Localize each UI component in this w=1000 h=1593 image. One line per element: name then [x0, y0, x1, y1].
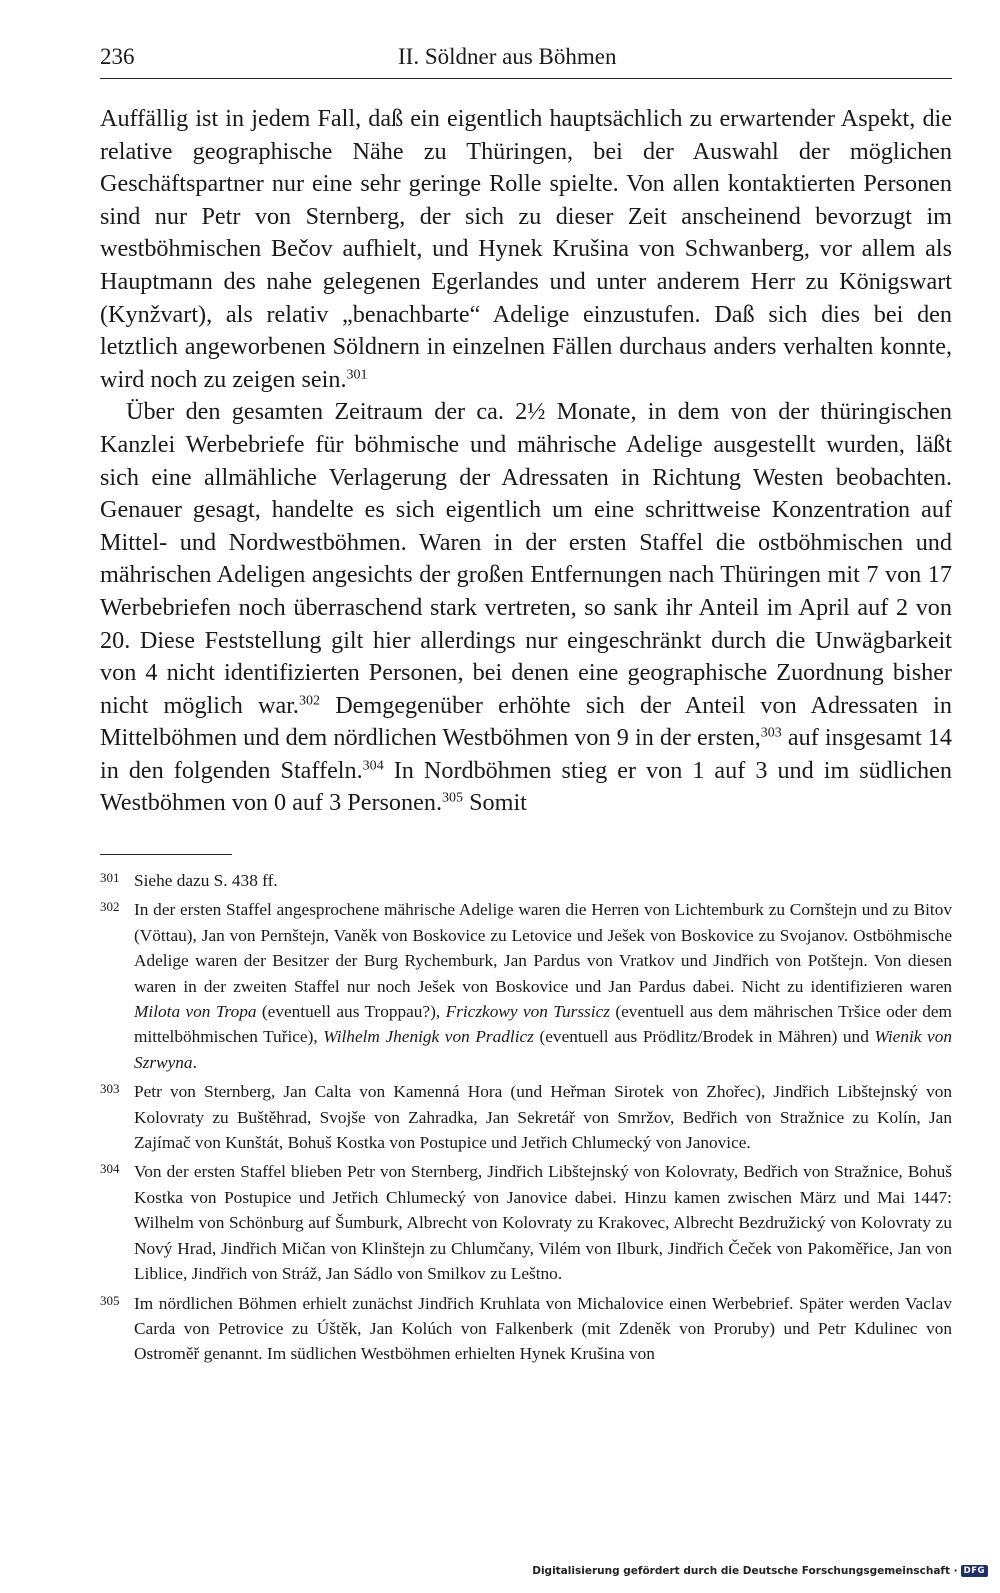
footnote-305	[100, 1291, 952, 1367]
credit-text: Digitalisierung gefördert durch die Deutsche Forschungsgemeinschaft ·	[532, 1565, 958, 1577]
footnote-ref-302[interactable]: 302	[298, 692, 321, 708]
paragraph-2-text-b: Demgegenüber erhöhte sich der Anteil von Adressaten in Mittelböhmen und dem nördlichen Westböhmen von 9 in der ersten,	[100, 691, 952, 752]
page-number: 236	[100, 44, 135, 69]
footnote-number: 302	[100, 899, 120, 915]
paragraph-2-text-c: auf insgesamt 14 in den folgenden Staffeln.	[100, 724, 952, 784]
footnote-text: (eventuell aus dem mährischen Tršice oder dem mittelböhmischen Tuřice),	[134, 1002, 953, 1047]
paragraph-2-text-d: In Nordböhmen stieg er von 1 auf 3 und im südlichen Westböhmen von 0 auf 3 Personen.	[100, 756, 952, 817]
paragraph-2	[100, 396, 952, 820]
footnote-302	[100, 897, 952, 1075]
paragraph-1	[100, 103, 952, 396]
footnote-ref-303[interactable]: 303	[760, 724, 782, 741]
footnote-divider	[100, 854, 232, 855]
footnote-number: 305	[100, 1292, 120, 1308]
footnote-text: Von der ersten Staffel blieben Petr von Sternberg, Jindřich Libštejnský von Kolovraty, Bedřich von Stražnice, Bohuš Kostka von Postupice und Jetřich Chlumecký von Janovice dabei. Hinzu kamen zwischen März und Mai 1447: Wilhelm von Schönburg auf Šumburk, Albrecht von Kolovraty zu Krakovec, Albrecht Bezdružický von Kolovraty zu Nový Hrad, Jindřich Mičan von Klinštejn zu Chlumčany, Vilém von Ilburk, Jindřich Čeček von Pakoměřice, Jan von Liblice, Jindřich von Stráž, Jan Sádlo von Smilkov zu Leštno.	[134, 1162, 952, 1284]
footnote-text: Im nördlichen Böhmen erhielt zunächst Jindřich Kruhlata von Michalovice einen Werbebrief. Später werden Vaclav Carda von Petrovice zu Úštěk, Jan Kolúch von Falkenberk (mit Zdeněk von Proruby) und Petr Kdulinec von Ostroměř genannt. Im südlichen Westböhmen erhielten Hynek Krušina von	[134, 1293, 952, 1364]
footnote-303	[100, 1079, 952, 1155]
main-text	[100, 103, 952, 820]
running-header	[100, 44, 952, 79]
footnote-name-italic: Milota von Tropa	[134, 1002, 257, 1022]
footnote-301	[100, 868, 952, 893]
footnote-text: (eventuell aus Prödlitz/Brodek in Mähren) und	[533, 1027, 875, 1047]
paragraph-2-text-a: Über den gesamten Zeitraum der ca. 2½ Monate, in dem von der thüringischen Kanzlei Werbebriefe für böhmische und mährische Adelige ausgestellt wurden, läßt sich eine allmähliche Verlagerung der Adressaten in Richtung Westen beobachten. Genauer gesagt, handelte es sich eigentlich um eine schrittweise Konzentration auf Mittel- und Nordwestböhmen. Waren in der ersten Staffel die ostböhmischen und mährischen Adeligen angesichts der großen Entfernungen nach Thüringen mit 7 von 17 Werbebriefen noch überraschend stark vertreten, so sank ihr Anteil im April auf 2 von 20. Diese Feststellung gilt hier allerdings nur eingeschränkt durch die Unwägbarkeit von 4 nicht identifizierten Personen, bei denen eine geographische Zuordnung bisher nicht möglich war.	[100, 398, 952, 719]
footnote-text: .	[192, 1052, 197, 1072]
running-title: II. Söldner aus Böhmen	[398, 44, 617, 69]
footnote-text: Siehe dazu S. 438 ff.	[134, 871, 278, 890]
paragraph-1-text: Auffällig ist in jedem Fall, daß ein eigentlich hauptsächlich zu erwartender Aspekt, die relative geographische Nähe zu Thüringen, bei der Auswahl der möglichen Geschäftspartner nur eine sehr geringe Rolle spielte. Von allen kontaktierten Personen sind nur Petr von Sternberg, der sich zu dieser Zeit anscheinend bevorzugt im westböhmischen Bečov aufhielt, und Hynek Krušina von Schwanberg, vor allem als Hauptmann des nahe gelegenen Egerlandes und unter anderem Herr zu Königswart (Kynžvart), als relativ „benachbarte“ Adelige einzustufen. Daß sich dies bei den letztlich angeworbenen Söldnern in einzelnen Fällen durchaus anders verhalten konnte, wird noch zu zeigen sein.	[100, 105, 952, 393]
footnote-ref-305[interactable]: 305	[442, 789, 464, 806]
footnote-name-italic: Wienik von Szrwyna	[134, 1027, 953, 1072]
footnote-ref-301[interactable]: 301	[346, 366, 368, 383]
footnote-text: Petr von Sternberg, Jan Calta von Kamenná Hora (und Heřman Sirotek von Zhořec), Jindřich Libštejnský von Kolovraty zu Buštěhrad, Svojše von Zahradka, Jan Sekretář von Smržov, Bedřich von Stražnice zu Kolín, Jan Zajímač von Kunštát, Bohuš Kostka von Postupice und Jetřich Chlumecký von Janovice.	[134, 1082, 952, 1153]
footnote-ref-304[interactable]: 304	[362, 757, 384, 774]
footnote-number: 304	[100, 1161, 120, 1177]
footnote-304	[100, 1159, 952, 1286]
footnote-number: 303	[100, 1081, 120, 1097]
footnote-text: In der ersten Staffel angesprochene mährische Adelige waren die Herren von Lichtemburk zu Cornštejn und zu Bitov (Vöttau), Jan von Pernštejn, Vaněk von Boskovice zu Letovice und Ješek von Boskovice zu Svojanov. Ostböhmische Adelige waren der Besitzer der Burg Rychemburk, Jan Pardus von Vratkov und Jindřich von Potštejn. Von diesen waren in der zweiten Staffel nur noch Ješek von Boskovice und Jan Pardus dabei. Nicht zu identifizieren waren	[134, 900, 952, 996]
digitization-credit	[532, 1565, 988, 1577]
paragraph-2-text-e: Somit	[463, 789, 527, 817]
footnote-text: (eventuell aus Troppau?),	[256, 1002, 446, 1022]
footnote-name-italic: Wilhelm Jhenigk von Pradlicz	[323, 1027, 534, 1047]
footnote-number: 301	[100, 870, 120, 885]
footnote-name-italic: Friczkowy von Turssicz	[445, 1002, 610, 1022]
footnotes	[100, 868, 952, 1371]
dfg-logo: DFG	[961, 1565, 988, 1577]
